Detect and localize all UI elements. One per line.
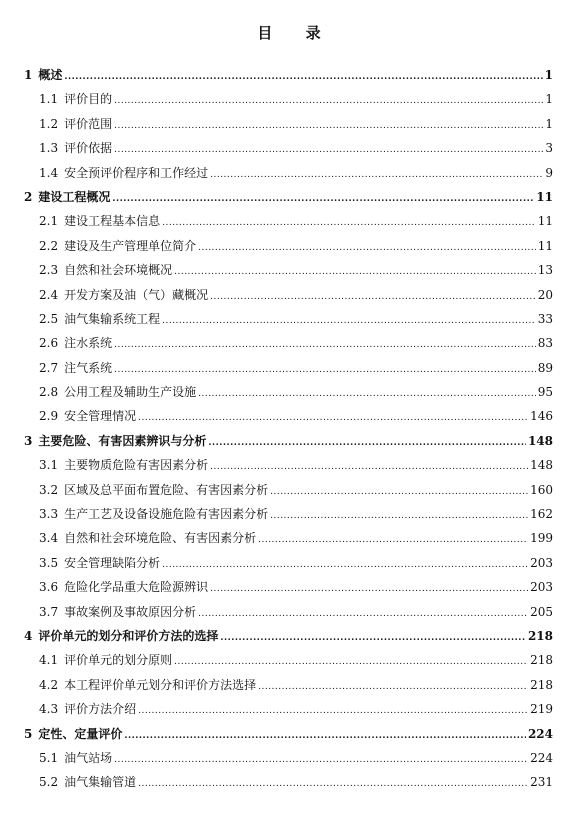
toc-entry-number: 3.1 xyxy=(39,458,59,473)
toc-section-entry[interactable] xyxy=(24,502,553,526)
toc-chapter-entry[interactable] xyxy=(24,722,553,746)
toc-entry-number: 5.2 xyxy=(39,775,59,790)
toc-dot-leader xyxy=(124,724,526,748)
toc-dot-leader xyxy=(114,358,536,382)
toc-section-entry[interactable] xyxy=(24,673,553,697)
toc-title: 目 录 xyxy=(257,24,335,42)
toc-entry-page-number: 224 xyxy=(527,726,553,741)
toc-entry-page-number: 199 xyxy=(530,531,553,546)
toc-entry-number: 5.1 xyxy=(39,750,59,765)
toc-entry-number: 2.3 xyxy=(39,263,59,278)
toc-dot-leader xyxy=(258,528,528,552)
toc-entry-label: 本工程评价单元划分和评价方法选择 xyxy=(64,677,257,692)
toc-entry-label: 公用工程及辅助生产设施 xyxy=(64,385,197,400)
toc-entry-page-number: 224 xyxy=(530,750,553,765)
toc-entry-label: 定性、定量评价 xyxy=(38,726,123,741)
toc-entry-number: 3.7 xyxy=(39,604,59,619)
toc-dot-leader xyxy=(270,504,528,528)
toc-entry-label: 油气集输系统工程 xyxy=(64,311,161,326)
toc-entry-number: 2.6 xyxy=(39,336,59,351)
toc-dot-leader xyxy=(174,650,528,674)
toc-section-entry[interactable] xyxy=(24,136,553,160)
toc-entry-page-number: 1 xyxy=(545,92,553,107)
toc-entry-page-number: 13 xyxy=(537,263,553,278)
toc-dot-leader xyxy=(162,211,536,235)
toc-dot-leader xyxy=(114,114,543,138)
toc-entry-label: 生产工艺及设备设施危险有害因素分析 xyxy=(64,507,269,522)
toc-entry-number: 3.5 xyxy=(39,555,59,570)
toc-dot-leader xyxy=(174,260,536,284)
toc-entry-label: 评价方法介绍 xyxy=(64,702,137,717)
toc-entry-label: 安全管理情况 xyxy=(64,409,137,424)
toc-entry-label: 建设及生产管理单位简介 xyxy=(64,238,197,253)
toc-entry-page-number: 148 xyxy=(530,458,553,473)
toc-dot-leader xyxy=(162,553,528,577)
toc-entry-number: 1.3 xyxy=(39,141,59,156)
toc-section-entry[interactable] xyxy=(24,575,553,599)
toc-entry-page-number: 11 xyxy=(536,189,553,204)
toc-entry-number: 1.1 xyxy=(39,92,59,107)
toc-entry-label: 概述 xyxy=(38,68,63,82)
toc-entry-number: 2.7 xyxy=(39,360,59,375)
toc-entry-number: 1 xyxy=(24,68,33,82)
toc-entry-number: 3.4 xyxy=(39,531,59,546)
toc-section-entry[interactable] xyxy=(24,746,553,770)
toc-dot-leader xyxy=(138,406,528,430)
toc-entry-label: 建设工程概况 xyxy=(38,189,111,204)
toc-dot-leader xyxy=(114,333,536,357)
toc-entry-page-number: 11 xyxy=(537,214,553,229)
toc-entry-number: 4.3 xyxy=(39,702,59,717)
toc-entry-page-number: 89 xyxy=(537,360,553,375)
toc-entry-page-number: 33 xyxy=(537,311,553,326)
toc-entry-label: 区域及总平面布置危险、有害因素分析 xyxy=(64,482,269,497)
toc-entry-label: 注气系统 xyxy=(64,360,113,375)
toc-entry-number: 1.4 xyxy=(39,165,59,180)
toc-chapter-entry[interactable] xyxy=(24,185,553,209)
toc-entry-label: 评价单元的划分原则 xyxy=(64,653,173,668)
toc-section-entry[interactable] xyxy=(24,648,553,672)
toc-section-entry[interactable] xyxy=(24,331,553,355)
toc-entry-number: 3 xyxy=(24,433,33,448)
toc-entry-number: 3.3 xyxy=(39,507,59,522)
toc-entry-label: 主要物质危险有害因素分析 xyxy=(64,458,209,473)
toc-entry-page-number: 162 xyxy=(530,507,553,522)
toc-section-entry[interactable] xyxy=(24,697,553,721)
toc-dot-leader xyxy=(220,626,526,650)
toc-section-entry[interactable] xyxy=(24,453,553,477)
toc-section-entry[interactable] xyxy=(24,551,553,575)
toc-entry-number: 2.1 xyxy=(39,214,59,229)
toc-entry-label: 注水系统 xyxy=(64,336,113,351)
toc-entry-page-number: 218 xyxy=(530,653,553,668)
toc-entry-number: 2.4 xyxy=(39,287,59,302)
toc-section-entry[interactable] xyxy=(24,258,553,282)
toc-dot-leader xyxy=(210,285,536,309)
toc-section-entry[interactable] xyxy=(24,307,553,331)
toc-section-entry[interactable] xyxy=(24,770,553,794)
toc-dot-leader xyxy=(210,163,543,187)
toc-section-entry[interactable] xyxy=(24,234,553,258)
toc-entry-label: 主要危险、有害因素辨识与分析 xyxy=(38,433,207,448)
toc-entry-number: 2.5 xyxy=(39,311,59,326)
toc-entry-page-number: 11 xyxy=(537,238,553,253)
toc-section-entry[interactable] xyxy=(24,478,553,502)
toc-entry-label: 安全预评价程序和工作经过 xyxy=(64,165,209,180)
toc-entry-page-number: 203 xyxy=(530,580,553,595)
toc-entry-page-number: 231 xyxy=(530,775,553,790)
toc-entry-page-number: 146 xyxy=(530,409,553,424)
toc-entry-label: 安全管理缺陷分析 xyxy=(64,555,161,570)
toc-entry-label: 评价目的 xyxy=(64,92,113,107)
toc-entry-number: 2.2 xyxy=(39,238,59,253)
toc-section-entry[interactable] xyxy=(24,161,553,185)
toc-entry-number: 2.9 xyxy=(39,409,59,424)
toc-dot-leader xyxy=(208,431,526,455)
toc-entry-page-number: 218 xyxy=(527,628,553,643)
toc-entry-page-number: 219 xyxy=(530,702,553,717)
toc-dot-leader xyxy=(114,138,543,162)
toc-section-entry[interactable] xyxy=(24,380,553,404)
toc-list xyxy=(24,63,553,795)
toc-entry-label: 油气集输管道 xyxy=(64,775,137,790)
toc-entry-label: 油气站场 xyxy=(64,750,113,765)
toc-entry-label: 评价依据 xyxy=(64,141,113,156)
toc-dot-leader xyxy=(112,187,534,211)
toc-entry-page-number: 148 xyxy=(527,433,553,448)
toc-section-entry[interactable] xyxy=(24,87,553,111)
toc-entry-label: 建设工程基本信息 xyxy=(64,214,161,229)
toc-dot-leader xyxy=(114,89,543,113)
toc-section-entry[interactable] xyxy=(24,404,553,428)
toc-entry-page-number: 205 xyxy=(530,604,553,619)
toc-section-entry[interactable] xyxy=(24,112,553,136)
toc-entry-label: 自然和社会环境概况 xyxy=(64,263,173,278)
toc-entry-number: 4.2 xyxy=(39,677,59,692)
toc-dot-leader xyxy=(198,602,528,626)
toc-entry-page-number: 95 xyxy=(537,385,553,400)
toc-entry-label: 事故案例及事故原因分析 xyxy=(64,604,197,619)
toc-entry-label: 评价单元的划分和评价方法的选择 xyxy=(38,628,219,643)
toc-entry-number: 3.6 xyxy=(39,580,59,595)
toc-dot-leader xyxy=(270,480,528,504)
toc-section-entry[interactable] xyxy=(24,356,553,380)
toc-entry-number: 3.2 xyxy=(39,482,59,497)
toc-dot-leader xyxy=(210,455,528,479)
toc-section-entry[interactable] xyxy=(24,283,553,307)
toc-section-entry[interactable] xyxy=(24,209,553,233)
toc-entry-page-number: 218 xyxy=(530,677,553,692)
toc-entry-page-number: 9 xyxy=(545,165,553,180)
toc-chapter-entry[interactable] xyxy=(24,624,553,648)
toc-entry-label: 自然和社会环境危险、有害因素分析 xyxy=(64,531,257,546)
toc-entry-number: 1.2 xyxy=(39,116,59,131)
toc-dot-leader xyxy=(138,699,528,723)
toc-entry-label: 危险化学品重大危险源辨识 xyxy=(64,580,209,595)
toc-entry-number: 4 xyxy=(24,628,33,643)
toc-entry-page-number: 20 xyxy=(537,287,553,302)
toc-dot-leader xyxy=(210,577,528,601)
toc-dot-leader xyxy=(64,65,542,89)
toc-entry-number: 2 xyxy=(24,189,33,204)
toc-section-entry[interactable] xyxy=(24,526,553,550)
toc-entry-page-number: 1 xyxy=(545,116,553,131)
toc-entry-number: 2.8 xyxy=(39,385,59,400)
toc-entry-page-number: 160 xyxy=(530,482,553,497)
toc-chapter-entry[interactable] xyxy=(24,63,553,87)
toc-dot-leader xyxy=(138,772,528,796)
toc-section-entry[interactable] xyxy=(24,600,553,624)
toc-dot-leader xyxy=(162,309,536,333)
toc-entry-number: 4.1 xyxy=(39,653,59,668)
toc-dot-leader xyxy=(198,382,536,406)
toc-entry-label: 开发方案及油（气）藏概况 xyxy=(64,287,209,302)
toc-dot-leader xyxy=(198,236,536,260)
toc-entry-page-number: 1 xyxy=(544,68,553,82)
toc-entry-number: 5 xyxy=(24,726,33,741)
toc-chapter-entry[interactable] xyxy=(24,429,553,453)
toc-dot-leader xyxy=(114,748,528,772)
toc-entry-page-number: 83 xyxy=(537,336,553,351)
toc-dot-leader xyxy=(258,675,528,699)
toc-entry-page-number: 3 xyxy=(545,141,553,156)
toc-entry-label: 评价范围 xyxy=(64,116,113,131)
toc-entry-page-number: 203 xyxy=(530,555,553,570)
